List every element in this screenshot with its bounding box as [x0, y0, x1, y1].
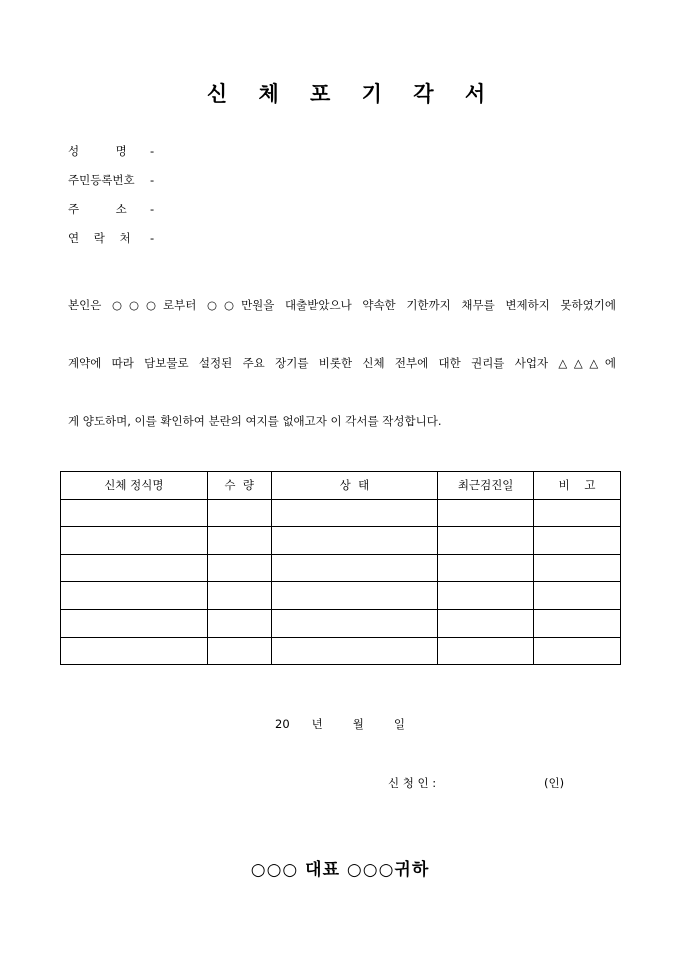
table-header-row: [61, 472, 621, 500]
table-cell[interactable]: [271, 527, 438, 555]
table-cell[interactable]: [534, 499, 621, 527]
table-cell[interactable]: [207, 554, 271, 582]
info-fields: [68, 141, 154, 257]
header-condition: 상 태: [271, 472, 438, 500]
table-cell[interactable]: [438, 609, 534, 637]
table-cell[interactable]: [207, 637, 271, 665]
pledge-line-3: 게 양도하며, 이를 확인하여 분란의 여지를 없애고자 이 각서를 작성합니다.: [68, 414, 442, 428]
header-remarks: 비 고: [534, 472, 621, 500]
table-cell[interactable]: [207, 499, 271, 527]
date-month: 월: [352, 717, 364, 731]
table-cell[interactable]: [207, 609, 271, 637]
info-value-name: -: [150, 144, 155, 158]
table-row: [61, 637, 621, 665]
info-field-contact: [68, 228, 154, 257]
info-label-id-number: 주민등록번호: [68, 173, 135, 187]
table-cell[interactable]: [438, 527, 534, 555]
table-cell[interactable]: [534, 554, 621, 582]
table-cell[interactable]: [61, 527, 208, 555]
table-cell[interactable]: [438, 637, 534, 665]
table-cell[interactable]: [534, 609, 621, 637]
table-cell[interactable]: [271, 582, 438, 610]
table-cell[interactable]: [207, 582, 271, 610]
table-cell[interactable]: [271, 554, 438, 582]
info-label-address: 주 소: [68, 202, 127, 216]
table-row: [61, 582, 621, 610]
table-cell[interactable]: [271, 499, 438, 527]
table-cell[interactable]: [271, 609, 438, 637]
table-cell[interactable]: [61, 582, 208, 610]
header-quantity: 수 량: [207, 472, 271, 500]
table-cell[interactable]: [534, 582, 621, 610]
table-row: [61, 609, 621, 637]
date-year: 년: [311, 717, 323, 731]
recipient: ○○○ 대표 ○○○귀하: [250, 860, 430, 880]
header-body-part-name: 신체 정식명: [61, 472, 208, 500]
table-cell[interactable]: [271, 637, 438, 665]
pledge-line-2: 계약에 따라 담보물로 설정된 주요 장기를 비롯한 신체 전부에 대한 권리를 사업자 △△△에: [68, 356, 616, 370]
document-date: [0, 716, 680, 732]
table-cell[interactable]: [438, 499, 534, 527]
table-cell[interactable]: [534, 637, 621, 665]
table-cell[interactable]: [438, 554, 534, 582]
seal-mark: (인): [544, 776, 565, 790]
info-value-id-number: -: [150, 173, 155, 187]
table-row: [61, 554, 621, 582]
table-cell[interactable]: [207, 527, 271, 555]
table-cell[interactable]: [61, 637, 208, 665]
date-year-prefix: 20: [275, 717, 290, 731]
body-parts-table: [60, 471, 621, 665]
info-label-contact: 연 락 처: [68, 231, 131, 245]
table-row: [61, 527, 621, 555]
document-title: 신 체 포 기 각 서: [206, 81, 498, 106]
info-value-contact: -: [150, 231, 155, 245]
date-day: 일: [393, 717, 405, 731]
applicant-label: 신 청 인 :: [388, 776, 437, 790]
table-cell[interactable]: [61, 499, 208, 527]
info-field-id-number: [68, 170, 154, 199]
info-label-name: 성 명: [68, 144, 127, 158]
info-field-address: [68, 199, 154, 228]
pledge-line-1: 본인은 ○○○로부터 ○○만원을 대출받았으나 약속한 기한까지 채무를 변제하지 못하였기에: [68, 298, 616, 312]
info-value-address: -: [150, 202, 155, 216]
table-cell[interactable]: [61, 609, 208, 637]
table-cell[interactable]: [534, 527, 621, 555]
pledge-text: [68, 295, 616, 469]
table-cell[interactable]: [61, 554, 208, 582]
header-last-checkup: 최근검진일: [438, 472, 534, 500]
info-field-name: [68, 141, 154, 170]
table-row: [61, 499, 621, 527]
table-cell[interactable]: [438, 582, 534, 610]
